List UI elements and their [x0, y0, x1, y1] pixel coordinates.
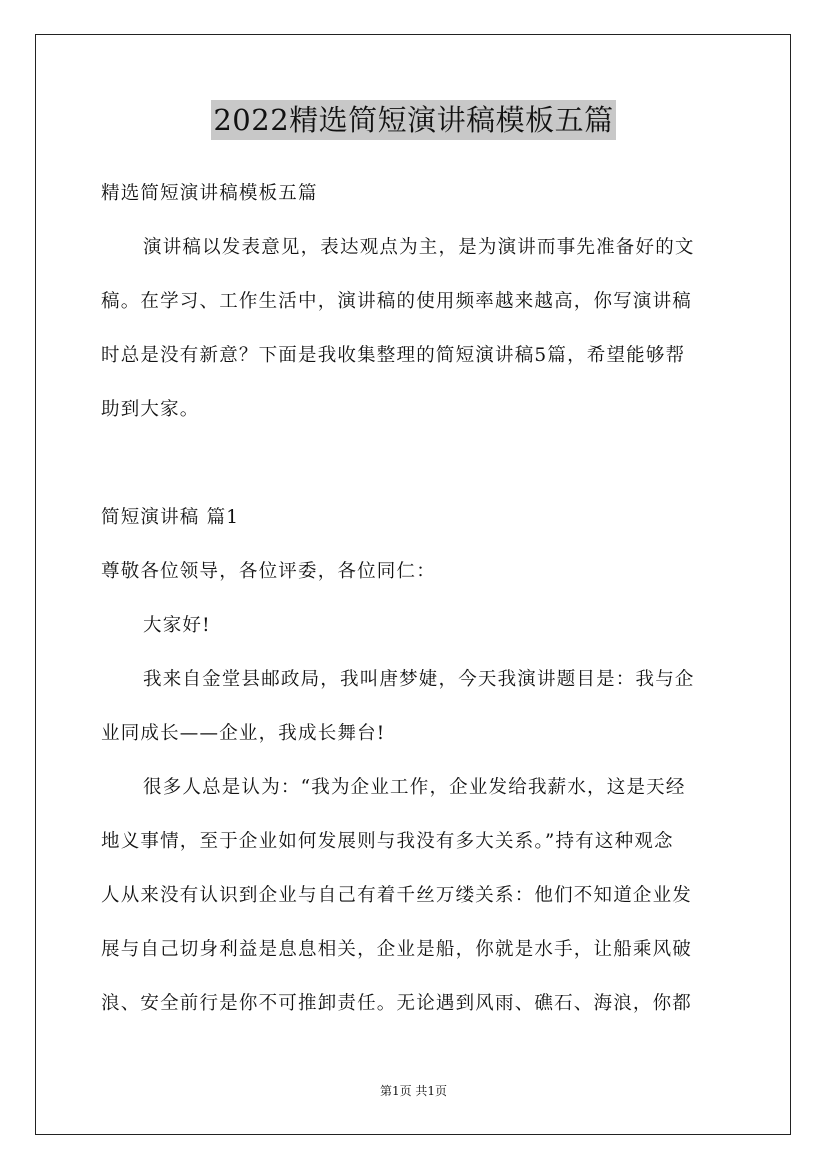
para2-line-1: 很多人总是认为：“我为企业工作，企业发给我薪水，这是天经: [143, 777, 686, 798]
para2-line-4: 展与自己切身利益是息息相关，企业是船，你就是水手，让船乘风破: [101, 939, 693, 960]
para2-line-5: 浪、安全前行是你不可推卸责任。无论遇到风雨、礁石、海浪，你都: [101, 993, 693, 1014]
document-subtitle: 精选简短演讲稿模板五篇: [101, 183, 318, 204]
para1-line-1: 我来自金堂县邮政局，我叫唐梦婕，今天我演讲题目是：我与企: [143, 669, 695, 690]
title-block: [0, 100, 827, 140]
page-number-footer: 第1页 共1页: [379, 1084, 448, 1098]
section-heading: 简短演讲稿 篇1: [101, 507, 240, 528]
intro-line-4: 助到大家。: [101, 399, 200, 420]
para2-line-2: 地义事情，至于企业如何发展则与我没有多大关系。”持有这种观念: [101, 831, 674, 852]
document-title: 2022精选简短演讲稿模板五篇: [211, 100, 615, 140]
para2-line-3: 人从来没有认识到企业与自己有着千丝万缕关系：他们不知道企业发: [101, 885, 693, 906]
para1-line-2: 业同成长——企业，我成长舞台!: [101, 723, 386, 744]
greeting: 大家好!: [143, 615, 211, 636]
salutation: 尊敬各位领导，各位评委，各位同仁：: [101, 561, 436, 582]
intro-line-2: 稿。在学习、工作生活中，演讲稿的使用频率越来越高，你写演讲稿: [101, 291, 693, 312]
intro-line-3: 时总是没有新意？下面是我收集整理的简短演讲稿5篇，希望能够帮: [101, 345, 686, 366]
intro-line-1: 演讲稿以发表意见，表达观点为主，是为演讲而事先准备好的文: [143, 237, 695, 258]
